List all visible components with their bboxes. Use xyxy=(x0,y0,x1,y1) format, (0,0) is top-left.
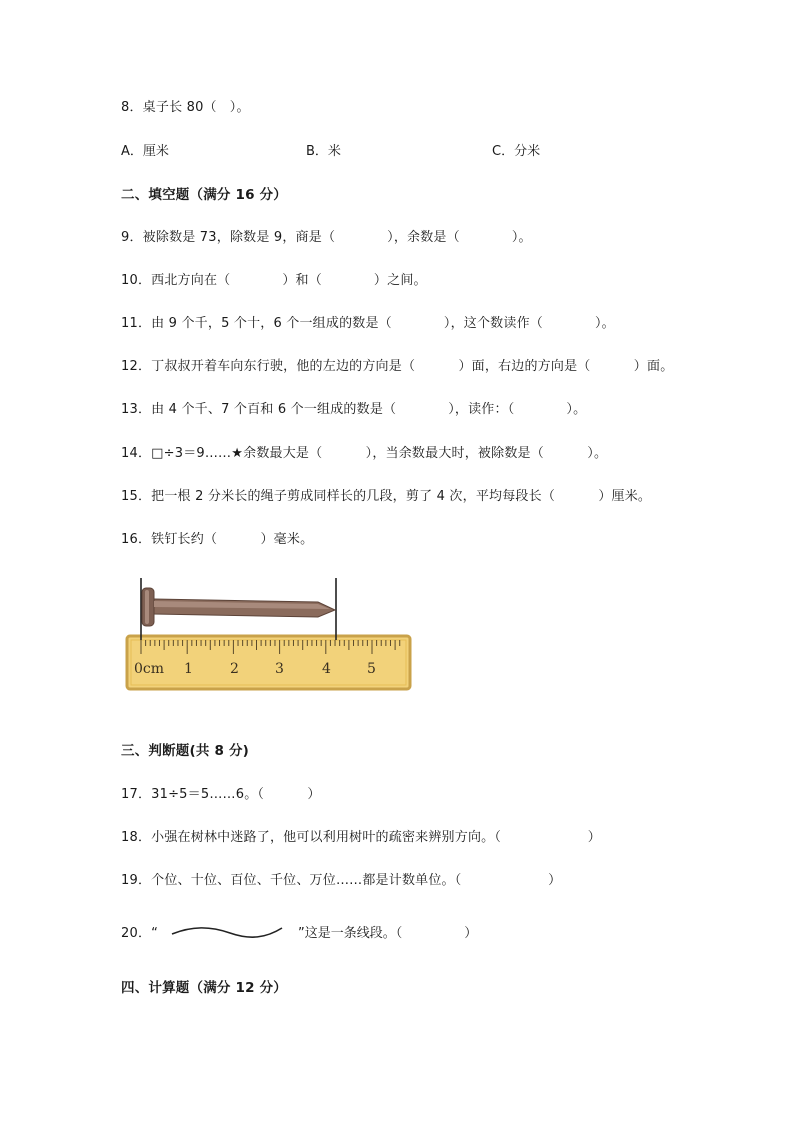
question-20-open: 20．“ xyxy=(121,926,159,941)
question-17: 17．31÷5＝5……6。（ ） xyxy=(121,787,321,802)
question-16: 16．铁钉长约（ ）毫米。 xyxy=(121,532,314,547)
question-11: 11．由 9 个千，5 个十，6 个一组成的数是（ ），这个数读作（ ）。 xyxy=(121,316,615,331)
ruler-label-0cm: 0cm xyxy=(134,661,165,677)
nail xyxy=(142,588,335,626)
question-20-close: ”这是一条线段。（ ） xyxy=(298,926,478,941)
nail-ruler-figure xyxy=(122,574,416,696)
question-13: 13．由 4 个千、7 个百和 6 个一组成的数是（ ），读作：（ ）。 xyxy=(121,402,587,417)
ruler-label-2: 2 xyxy=(230,661,239,677)
question-19: 19．个位、十位、百位、千位、万位……都是计数单位。（ ） xyxy=(121,873,562,888)
q8-stem: 8．桌子长 80（ ）。 xyxy=(121,100,250,115)
question-12: 12．丁叔叔开着车向东行驶，他的左边的方向是（ ）面，右边的方向是（ ）面。 xyxy=(121,359,674,374)
section-2-title: 二、填空题（满分 16 分） xyxy=(121,187,287,203)
q8-option-b: B．米 xyxy=(306,144,341,159)
ruler-label-5: 5 xyxy=(367,661,376,677)
question-14: 14．□÷3＝9……★余数最大是（ ），当余数最大时，被除数是（ ）。 xyxy=(121,446,608,461)
question-9: 9．被除数是 73，除数是 9，商是（ ），余数是（ ）。 xyxy=(121,230,532,245)
section-3-title: 三、判断题(共 8 分) xyxy=(121,743,250,759)
ruler-label-1: 1 xyxy=(184,661,193,677)
question-18: 18．小强在树林中迷路了，他可以利用树叶的疏密来辨别方向。（ ） xyxy=(121,830,601,845)
section-4-title: 四、计算题（满分 12 分） xyxy=(121,980,287,996)
question-15: 15．把一根 2 分米长的绳子剪成同样长的几段，剪了 4 次，平均每段长（ ）厘米。 xyxy=(121,489,652,504)
wavy-line-figure xyxy=(170,920,284,942)
q8-option-c: C．分米 xyxy=(492,144,541,159)
ruler-label-3: 3 xyxy=(275,661,284,677)
question-10: 10．西北方向在（ ）和（ ）之间。 xyxy=(121,273,427,288)
q8-option-a: A．厘米 xyxy=(121,144,169,159)
ruler-label-4: 4 xyxy=(322,661,331,677)
